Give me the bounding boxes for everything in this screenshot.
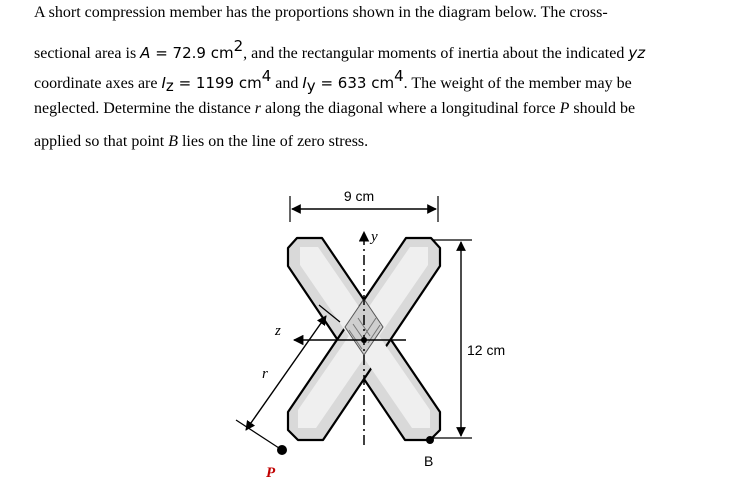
inertia-subscript-y: y [306,77,316,95]
problem-text: lies on the line of zero stress. [177,133,369,150]
force-point-dot [277,445,287,455]
inertia-value-z: = 1199 cm [173,74,262,92]
problem-text: applied so that point [34,133,169,150]
problem-text: sectional area is [34,45,141,62]
r-label: r [262,366,268,382]
width-dimension [290,188,438,222]
point-symbol: B [168,133,178,150]
point-b-dot [426,436,434,444]
height-label: 12 cm [467,342,506,358]
area-exponent: 2 [233,37,244,55]
problem-text: along the diagonal where a longitudinal force [261,100,560,117]
problem-text: neglected. Determine the distance [34,100,255,117]
force-p-label: P [266,465,276,481]
axes-symbol: yz [628,44,646,62]
inertia-exponent-y: 4 [394,67,404,85]
inertia-value-y: = 633 cm [315,74,395,92]
problem-text: A short compression member has the proportions shown in the diagram below. The cross- [34,4,608,21]
problem-text: , and the rectangular moments of inertia about the indicated [243,45,629,62]
width-label: 9 cm [343,188,375,204]
point-b-label: B [424,453,434,469]
inertia-exponent-z: 4 [261,67,272,85]
area-value: = 72.9 cm [150,44,234,62]
problem-text: coordinate axes are [34,75,162,92]
area-symbol: A [140,44,151,62]
problem-text: . The weight of the member may be [403,75,632,92]
problem-text: should be [569,100,636,117]
inertia-symbol-z: I [161,74,166,92]
distance-symbol: r [254,100,262,117]
force-symbol: P [559,100,570,117]
inertia-subscript-z: z [165,77,174,95]
y-axis-label: y [371,229,378,245]
inertia-symbol-y: I [302,74,307,92]
problem-text: and [271,75,303,92]
z-axis-label: z [275,323,281,339]
r-extension-bottom [236,420,282,450]
height-dimension [433,240,518,438]
